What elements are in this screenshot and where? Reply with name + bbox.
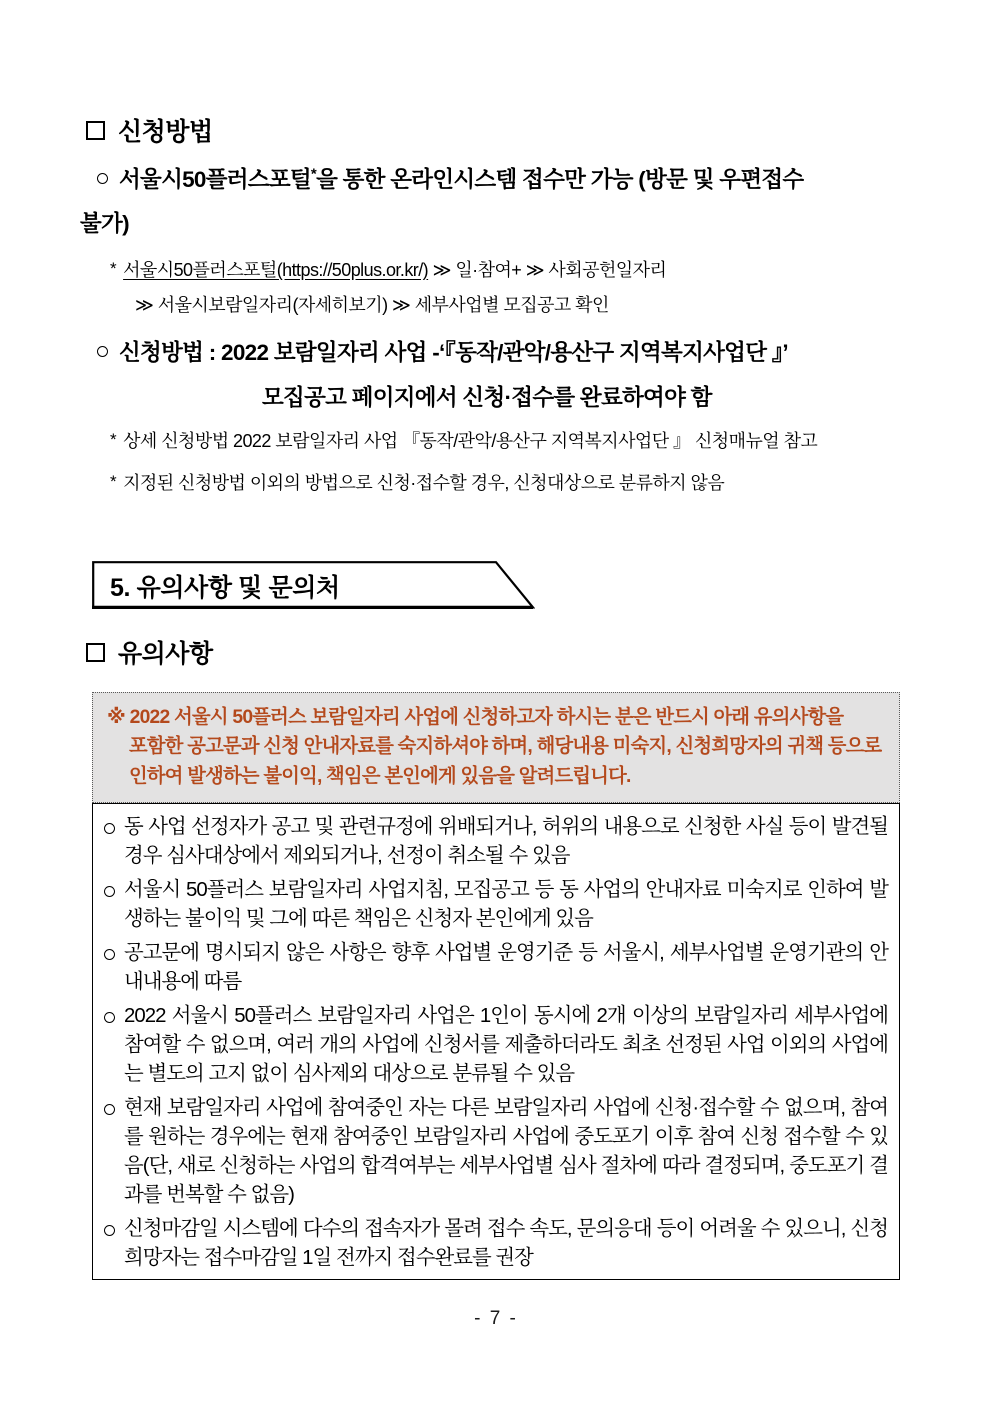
notice-line-2: 포함한 공고문과 신청 안내자료를 숙지하셔야 하며, 해당내용 미숙지, 신청희망자의 귀책 등으로: [129, 736, 882, 758]
asterisk-marker: *: [110, 259, 117, 278]
list-item-text: 신청마감일 시스템에 다수의 접속자가 몰려 접수 속도, 문의응대 등이 어려울 수 있으니, 신청희망자는 접수마감일 1일 전까지 접수완료를 권장: [124, 1217, 888, 1269]
notice-callout-text: [107, 703, 885, 791]
circle-bullet-icon: [104, 1012, 115, 1023]
square-bullet-icon: [86, 121, 105, 140]
note-portal-path-line2: [135, 292, 609, 319]
footnote-marker: *: [310, 165, 317, 183]
asterisk-marker: *: [110, 430, 117, 449]
portal-url-link[interactable]: 서울시50플러스포털(https://50plus.or.kr/): [123, 260, 429, 280]
bullet-online-only-line2: 불가): [80, 211, 129, 236]
note-invalid-method-text: 지정된 신청방법 이외의 방법으로 신청·접수할 경우, 신청대상으로 분류하지 않음: [123, 473, 725, 493]
asterisk-marker: *: [110, 472, 117, 491]
bullet-online-only: [97, 163, 917, 196]
circle-bullet-icon: [104, 886, 115, 897]
notice-line-3: 인하여 발생하는 불이익, 책임은 본인에게 있음을 알려드립니다.: [129, 765, 631, 787]
portal-path-trail-1: ≫ 일·참여+ ≫ 사회공헌일자리: [428, 260, 667, 280]
circle-bullet-icon: [104, 1104, 115, 1115]
note-portal-path-text: [123, 257, 666, 284]
bullet-online-only-rest: 을 통한 온라인시스템 접수만 가능 (방문 및 우편접수: [316, 167, 804, 192]
page-number: - 7 -: [474, 1308, 518, 1329]
section5-banner-title: 5. 유의사항 및 문의처: [110, 574, 340, 602]
circle-bullet-icon: [104, 949, 115, 960]
bullet-how-to-apply: [97, 336, 927, 369]
notice-line-1: 2022 서울시 50플러스 보람일자리 사업에 신청하고자 하시는 분은 반드시 아래 유의사항을: [129, 707, 844, 728]
note-invalid-method: [110, 470, 920, 497]
note-portal-path: [110, 257, 910, 284]
precautions-list-box: [92, 803, 900, 1280]
list-item-text: 현재 보람일자리 사업에 참여중인 자는 다른 보람일자리 사업에 신청·접수할 수 없으며, 참여를 원하는 경우에는 현재 참여중인 보람일자리 사업에 중도포기 이후 참여 신청 접수할 수 있음(단, 새로 신청하는 사업의 합격여부는 세부사업별 심사 절차에 따라 결정되며, 중도포기 결과를 번복할 수 없음): [124, 1096, 888, 1206]
list-item: [104, 876, 888, 934]
notice-callout-box: [92, 692, 900, 803]
circle-bullet-icon: [97, 346, 108, 357]
list-item: [104, 1094, 888, 1210]
circle-bullet-icon: [104, 823, 115, 834]
circle-bullet-icon: [104, 1225, 115, 1236]
list-item: [104, 939, 888, 997]
section-heading-application-method: [86, 112, 213, 148]
portal-name: 서울시50플러스포털: [119, 167, 311, 192]
circle-bullet-icon: [97, 173, 108, 184]
notice-symbol-icon: ※: [107, 707, 125, 728]
bullet-how-to-apply-line2: 모집공고 페이지에서 신청·접수를 완료하여야 함: [262, 385, 712, 410]
section-heading-precautions: [86, 634, 213, 670]
note-manual-reference: [110, 428, 920, 455]
bullet-how-to-apply-text: 신청방법 : 2022 보람일자리 사업 -‘『동작/관악/용산구 지역복지사업단 』’: [119, 340, 788, 365]
section5-banner: [92, 561, 535, 609]
bullet-online-only-text: [119, 163, 803, 196]
list-item-text: 서울시 50플러스 보람일자리 사업지침, 모집공고 등 동 사업의 안내자료 미숙지로 인하여 발생하는 불이익 및 그에 따른 책임은 신청자 본인에게 있음: [124, 878, 888, 930]
section-heading-label: 신청방법: [118, 118, 213, 146]
list-item-text: 동 사업 선정자가 공고 및 관련규정에 위배되거나, 허위의 내용으로 신청한 사실 등이 발견될 경우 심사대상에서 제외되거나, 선정이 취소될 수 있음: [124, 816, 888, 867]
note-manual-reference-text: 상세 신청방법 2022 보람일자리 사업 『동작/관악/용산구 지역복지사업단 』 신청매뉴얼 참고: [123, 431, 818, 451]
list-item-text: 2022 서울시 50플러스 보람일자리 사업은 1인이 동시에 2개 이상의 보람일자리 세부사업에 참여할 수 없으며, 여러 개의 사업에 신청서를 제출하더라도 최초 선정된 사업 이외의 사업에는 별도의 고지 없이 심사제외 대상으로 분류될 수 있음: [124, 1004, 888, 1085]
portal-path-trail-2: ≫ 서울시보람일자리(자세히보기) ≫ 세부사업별 모집공고 확인: [135, 295, 609, 315]
list-item: [104, 1215, 888, 1273]
section-heading-precautions-label: 유의사항: [118, 640, 213, 668]
list-item: [104, 813, 888, 871]
list-item-text: 공고문에 명시되지 않은 사항은 향후 사업별 운영기준 등 서울시, 세부사업별 운영기관의 안내내용에 따름: [124, 941, 888, 993]
square-bullet-icon: [86, 643, 105, 662]
list-item: [104, 1002, 888, 1089]
